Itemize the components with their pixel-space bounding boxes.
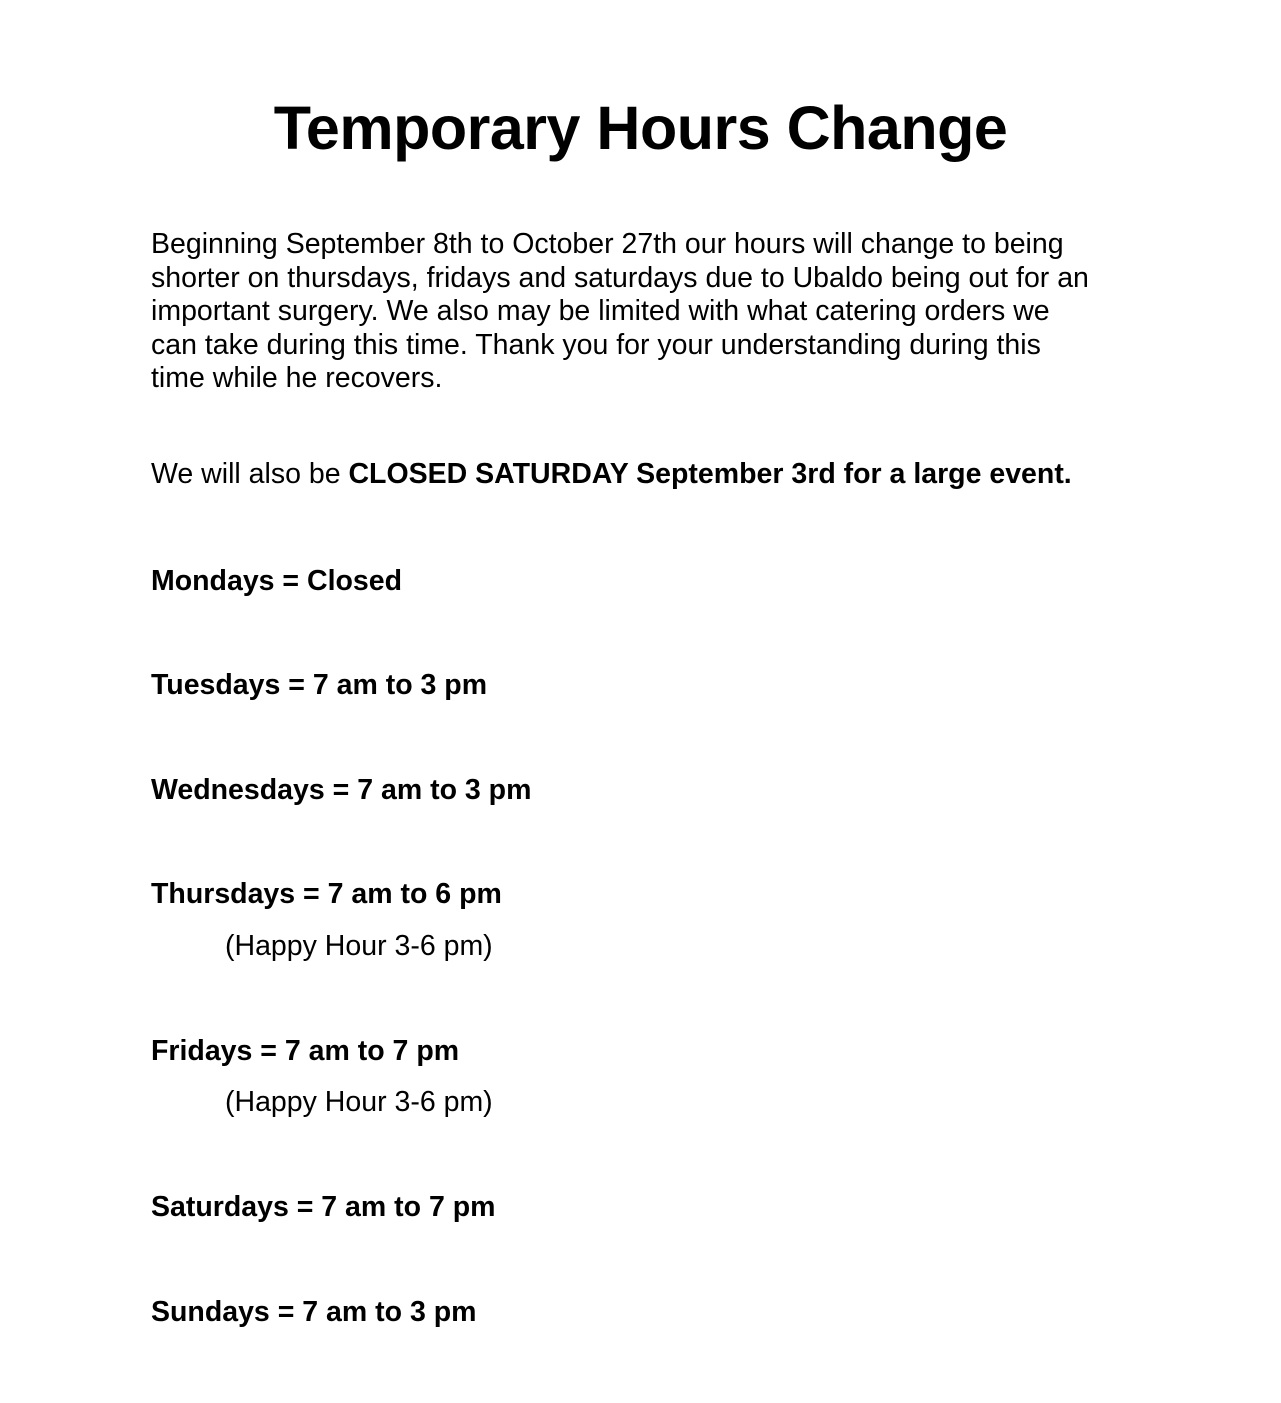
hours-monday: Mondays = Closed <box>151 565 403 597</box>
hours-sunday: Sundays = 7 am to 3 pm <box>151 1296 477 1328</box>
hours-thursday: Thursdays = 7 am to 6 pm <box>151 878 502 910</box>
hours-wednesday: Wednesdays = 7 am to 3 pm <box>151 774 532 806</box>
intro-line: time while he recovers. <box>151 362 443 395</box>
intro-line: shorter on thursdays, fridays and saturdays due to Ubaldo being out for an <box>151 261 1089 294</box>
intro-paragraph <box>151 228 1151 396</box>
hours-friday: Fridays = 7 am to 7 pm <box>151 1035 460 1067</box>
closure-emphasis: CLOSED SATURDAY September 3rd for a large event. <box>348 458 1072 490</box>
intro-line: can take during this time. Thank you for your understanding during this <box>151 328 1041 361</box>
closure-notice <box>151 456 1072 492</box>
hours-tuesday: Tuesdays = 7 am to 3 pm <box>151 669 488 701</box>
intro-line: important surgery. We also may be limited with what catering orders we <box>151 295 1050 328</box>
happy-hour-thursday: (Happy Hour 3-6 pm) <box>225 930 493 962</box>
happy-hour-friday: (Happy Hour 3-6 pm) <box>225 1086 493 1118</box>
hours-saturday: Saturdays = 7 am to 7 pm <box>151 1191 496 1223</box>
page-title: Temporary Hours Change <box>273 94 1008 162</box>
intro-line: Beginning September 8th to October 27th our hours will change to being <box>151 228 1064 260</box>
closure-prefix: We will also be <box>151 458 349 490</box>
